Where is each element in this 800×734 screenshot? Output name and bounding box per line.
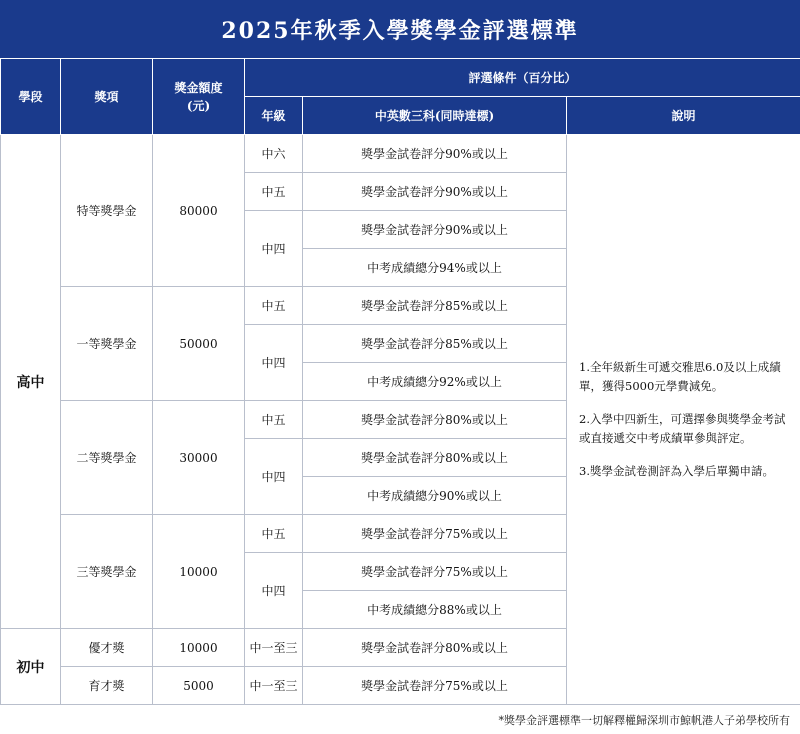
- note-item: 1.全年級新生可遞交雅思6.0及以上成績單，獲得5000元學費減免。: [579, 360, 781, 393]
- grade-cell: 中五: [245, 401, 303, 439]
- grade-cell: 中五: [245, 173, 303, 211]
- award-amount: 10000: [153, 515, 245, 629]
- stage-senior: 高中: [1, 135, 61, 629]
- header-criteria: 評選條件（百分比）: [245, 59, 800, 97]
- award-amount: 80000: [153, 135, 245, 287]
- criteria-cell: 中考成績總分94%或以上: [303, 249, 567, 287]
- notes-cell: [567, 135, 800, 705]
- note-item: 2.入學中四新生，可選擇參與獎學金考試或直接遞交中考成績單參與評定。: [579, 412, 786, 445]
- header-award: 獎項: [61, 59, 153, 135]
- award-name: 一等獎學金: [61, 287, 153, 401]
- grade-cell: 中四: [245, 439, 303, 515]
- header-amount: 獎金額度 (元): [153, 59, 245, 135]
- criteria-cell: 中考成績總分92%或以上: [303, 363, 567, 401]
- award-amount: 10000: [153, 629, 245, 667]
- criteria-cell: 獎學金試卷評分75%或以上: [303, 667, 567, 705]
- criteria-cell: 獎學金試卷評分85%或以上: [303, 287, 567, 325]
- scholarship-table: [0, 58, 800, 705]
- note-item: 3.獎學金試卷測評為入學后單獨申請。: [579, 464, 774, 478]
- criteria-cell: 獎學金試卷評分75%或以上: [303, 553, 567, 591]
- header-notes: 說明: [567, 97, 800, 135]
- criteria-cell: 獎學金試卷評分80%或以上: [303, 401, 567, 439]
- award-name: 特等獎學金: [61, 135, 153, 287]
- header-subjects: 中英數三科(同時達標): [303, 97, 567, 135]
- award-name: 優才獎: [61, 629, 153, 667]
- grade-cell: 中一至三: [245, 667, 303, 705]
- criteria-cell: 獎學金試卷評分75%或以上: [303, 515, 567, 553]
- award-amount: 30000: [153, 401, 245, 515]
- grade-cell: 中六: [245, 135, 303, 173]
- header-grade: 年級: [245, 97, 303, 135]
- award-amount: 5000: [153, 667, 245, 705]
- award-name: 育才獎: [61, 667, 153, 705]
- grade-cell: 中五: [245, 287, 303, 325]
- grade-cell: 中四: [245, 211, 303, 287]
- criteria-cell: 獎學金試卷評分90%或以上: [303, 135, 567, 173]
- criteria-cell: 中考成績總分90%或以上: [303, 477, 567, 515]
- grade-cell: 中四: [245, 553, 303, 629]
- award-name: 三等獎學金: [61, 515, 153, 629]
- award-name: 二等獎學金: [61, 401, 153, 515]
- criteria-cell: 獎學金試卷評分85%或以上: [303, 325, 567, 363]
- grade-cell: 中一至三: [245, 629, 303, 667]
- page-title: 2025年秋季入學獎學金評選標準: [0, 0, 800, 58]
- stage-junior: 初中: [1, 629, 61, 705]
- header-stage: 學段: [1, 59, 61, 135]
- criteria-cell: 獎學金試卷評分80%或以上: [303, 629, 567, 667]
- grade-cell: 中五: [245, 515, 303, 553]
- award-amount: 50000: [153, 287, 245, 401]
- grade-cell: 中四: [245, 325, 303, 401]
- criteria-cell: 獎學金試卷評分90%或以上: [303, 211, 567, 249]
- criteria-cell: 中考成績總分88%或以上: [303, 591, 567, 629]
- criteria-cell: 獎學金試卷評分90%或以上: [303, 173, 567, 211]
- footer-note: *獎學金評選標準一切解釋權歸深圳市鯨帆港人子弟學校所有: [498, 714, 790, 727]
- criteria-cell: 獎學金試卷評分80%或以上: [303, 439, 567, 477]
